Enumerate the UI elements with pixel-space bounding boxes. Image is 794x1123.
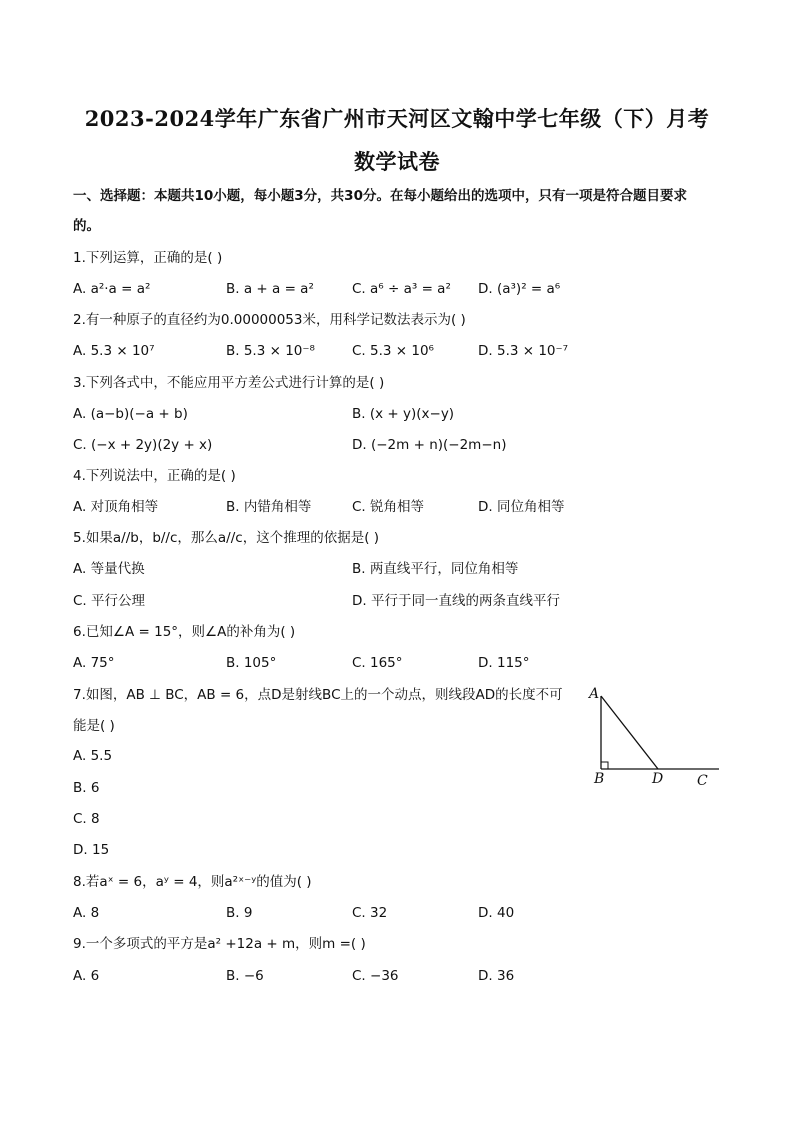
question-6-option-c[interactable]: C. 165°: [352, 655, 403, 671]
section-heading-cont: 的。: [73, 218, 100, 234]
question-7-option-c[interactable]: C. 8: [73, 811, 100, 827]
question-2-option-c[interactable]: C. 5.3 × 10⁶: [352, 343, 434, 359]
question-5-option-a[interactable]: A. 等量代换: [73, 561, 145, 577]
question-7-stem-cont: 能是( ): [73, 718, 115, 734]
question-2-option-a[interactable]: A. 5.3 × 10⁷: [73, 343, 155, 359]
question-4-stem: 4.下列说法中，正确的是( ): [73, 468, 236, 484]
question-8-stem: 8.若aˣ = 6，aʸ = 4，则a²ˣ⁻ʸ的值为( ): [73, 874, 312, 890]
question-2-option-d[interactable]: D. 5.3 × 10⁻⁷: [478, 343, 569, 359]
exam-title-line1: 2023-2024学年广东省广州市天河区文翰中学七年级（下）月考: [84, 106, 710, 131]
question-2-stem: 2.有一种原子的直径约为0.00000053米，用科学记数法表示为( ): [73, 312, 466, 328]
question-3-option-a[interactable]: A. (a−b)(−a + b): [73, 406, 188, 422]
question-8-option-b[interactable]: B. 9: [226, 905, 253, 921]
label-d: D: [652, 771, 664, 787]
question-9-option-d[interactable]: D. 36: [478, 968, 515, 984]
section-heading: 一、选择题：本题共10小题，每小题3分，共30分。在每小题给出的选项中，只有一项是符合题目要求: [73, 188, 687, 204]
question-4-option-a[interactable]: A. 对顶角相等: [73, 499, 159, 515]
question-7-option-d[interactable]: D. 15: [73, 842, 110, 858]
question-4-option-b[interactable]: B. 内错角相等: [226, 499, 312, 515]
question-6-option-b[interactable]: B. 105°: [226, 655, 277, 671]
segment-ad: [601, 696, 658, 769]
question-9-stem: 9.一个多项式的平方是a² +12a + m，则m =( ): [73, 936, 366, 952]
question-1-option-a[interactable]: A. a²·a = a²: [73, 281, 151, 297]
question-5-option-c[interactable]: C. 平行公理: [73, 593, 146, 609]
question-5-option-b[interactable]: B. 两直线平行，同位角相等: [352, 561, 519, 577]
question-3-option-b[interactable]: B. (x + y)(x−y): [352, 406, 455, 422]
label-b: B: [594, 771, 605, 787]
question-9-option-a[interactable]: A. 6: [73, 968, 100, 984]
question-7-stem: 7.如图，AB ⊥ BC，AB = 6，点D是射线BC上的一个动点，则线段AD的长度不可: [73, 687, 563, 703]
question-6-option-a[interactable]: A. 75°: [73, 655, 115, 671]
right-angle-mark: [601, 762, 608, 769]
question-1-option-d[interactable]: D. (a³)² = a⁶: [478, 281, 561, 297]
question-7-option-a[interactable]: A. 5.5: [73, 748, 113, 764]
question-4-option-c[interactable]: C. 锐角相等: [352, 499, 425, 515]
label-a: A: [589, 686, 600, 702]
question-5-stem: 5.如果a//b，b//c，那么a//c，这个推理的依据是( ): [73, 530, 380, 546]
question-5-option-d[interactable]: D. 平行于同一直线的两条直线平行: [352, 593, 560, 609]
question-9-option-c[interactable]: C. −36: [352, 968, 399, 984]
question-8-option-d[interactable]: D. 40: [478, 905, 515, 921]
question-1-option-c[interactable]: C. a⁶ ÷ a³ = a²: [352, 281, 451, 297]
question-1-stem: 1.下列运算，正确的是( ): [73, 250, 223, 266]
question-6-stem: 6.已知∠A = 15°，则∠A的补角为( ): [73, 624, 296, 640]
question-3-stem: 3.下列各式中，不能应用平方差公式进行计算的是( ): [73, 375, 385, 391]
question-3-option-d[interactable]: D. (−2m + n)(−2m−n): [352, 437, 507, 453]
question-2-option-b[interactable]: B. 5.3 × 10⁻⁸: [226, 343, 315, 359]
question-1-option-b[interactable]: B. a + a = a²: [226, 281, 314, 297]
label-c: C: [697, 773, 708, 789]
question-8-option-a[interactable]: A. 8: [73, 905, 100, 921]
question-7-figure: [585, 682, 725, 792]
question-3-option-c[interactable]: C. (−x + 2y)(2y + x): [73, 437, 213, 453]
question-8-option-c[interactable]: C. 32: [352, 905, 388, 921]
question-4-option-d[interactable]: D. 同位角相等: [478, 499, 565, 515]
question-7-option-b[interactable]: B. 6: [73, 780, 100, 796]
question-6-option-d[interactable]: D. 115°: [478, 655, 530, 671]
exam-title-line2: 数学试卷: [354, 149, 440, 174]
question-9-option-b[interactable]: B. −6: [226, 968, 264, 984]
